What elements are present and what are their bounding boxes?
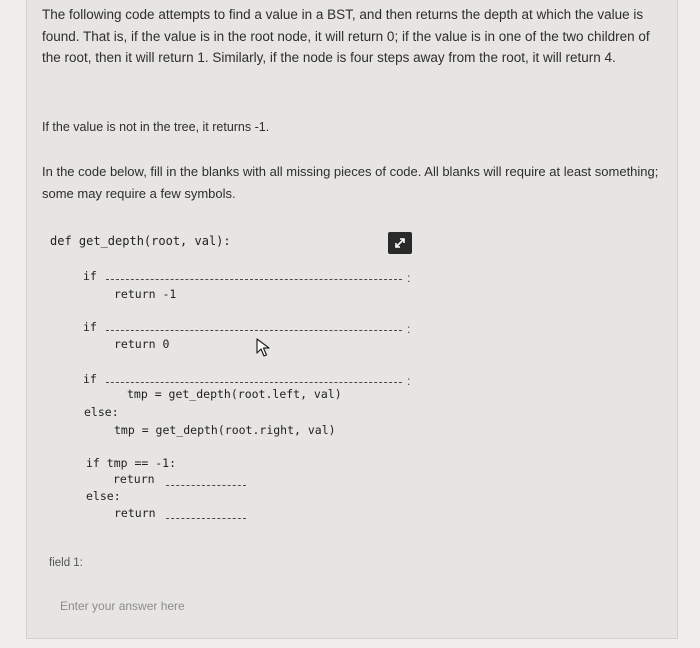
answer-input[interactable] xyxy=(58,592,392,620)
code-if-keyword-2: if xyxy=(83,320,97,334)
code-blank-4[interactable] xyxy=(166,485,246,486)
field-label: field 1: xyxy=(49,557,83,569)
code-else-1: else: xyxy=(84,405,119,419)
code-return-b: return xyxy=(114,506,156,520)
code-blank-1[interactable] xyxy=(106,279,402,280)
code-colon-1: : xyxy=(407,271,411,285)
code-colon-2: : xyxy=(407,322,411,336)
code-colon-3: : xyxy=(407,374,411,388)
code-return-neg-one: return -1 xyxy=(114,287,177,301)
expand-icon xyxy=(393,236,407,250)
code-tmp-right: tmp = get_depth(root.right, val) xyxy=(114,423,336,437)
code-def-line: def get_depth(root, val): xyxy=(50,234,231,248)
question-paragraph-1: The following code attempts to find a value in a BST, and then returns the depth at which the value is found. That is, if the value is in the root node, it will return 0; if the value is in one of the two children of the root, then it will return 1. Similarly, if the node is four steps away from the root, it will return 4. xyxy=(42,7,650,65)
code-if-keyword-1: if xyxy=(83,269,97,283)
code-return-zero: return 0 xyxy=(114,337,170,351)
code-tmp-left: tmp = get_depth(root.left, val) xyxy=(127,387,342,401)
code-if-keyword-3: if xyxy=(83,372,97,386)
code-blank-5[interactable] xyxy=(166,518,246,519)
question-paragraph-2: If the value is not in the tree, it returns -1. xyxy=(42,120,270,134)
code-blank-2[interactable] xyxy=(106,330,402,331)
code-return-a: return xyxy=(113,472,155,486)
mouse-pointer-icon xyxy=(256,338,272,358)
question-panel xyxy=(26,0,678,639)
code-if-tmp: if tmp == -1: xyxy=(86,456,177,470)
expand-button[interactable] xyxy=(388,232,412,254)
code-else-2: else: xyxy=(86,489,121,503)
code-blank-3[interactable] xyxy=(106,382,402,383)
question-paragraph-3: In the code below, fill in the blanks with all missing pieces of code. All blanks will require at least something; some may require a few symbols. xyxy=(42,164,659,201)
